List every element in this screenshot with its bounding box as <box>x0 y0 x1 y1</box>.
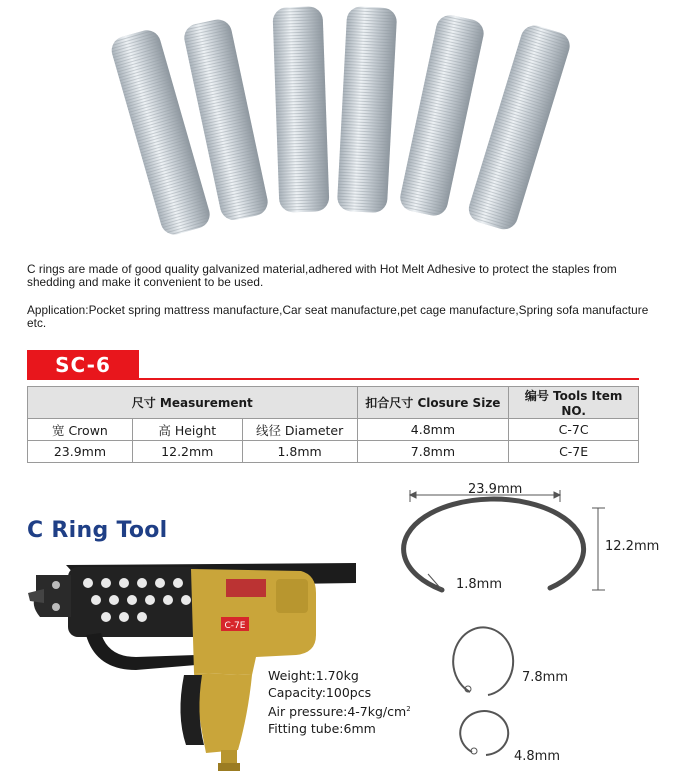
closure-ring-large <box>453 627 513 695</box>
capacity-spec: Capacity:100pcs <box>268 685 372 700</box>
strip-5 <box>398 13 487 219</box>
tools-item-header: 编号 Tools Item NO. <box>509 387 639 419</box>
tool-model-label: C-7E <box>224 621 246 631</box>
measurement-header: 尺寸 Measurement <box>28 387 358 419</box>
crown-label: 宽 Crown <box>28 419 133 441</box>
height-dimension-line <box>592 508 605 590</box>
closure-small-label: 4.8mm <box>514 749 561 764</box>
height-value: 12.2mm <box>132 441 242 463</box>
ring-dimension-diagram <box>400 470 676 776</box>
closure-ring-small <box>460 711 508 755</box>
diameter-label: 线径 Diameter <box>242 419 357 441</box>
tool-item-cell: C-7E <box>509 441 639 463</box>
table-row <box>28 419 639 441</box>
spec-table <box>27 386 639 463</box>
weight-spec: Weight:1.70kg <box>268 668 359 683</box>
fitting-tube-spec: Fitting tube:6mm <box>268 721 376 737</box>
tool-specs <box>268 667 411 737</box>
height-dimension-label: 12.2mm <box>605 539 660 554</box>
spec-table-header-row <box>28 387 639 419</box>
c-ring-tool-image <box>26 545 356 775</box>
closure-large-label: 7.8mm <box>522 670 569 685</box>
diameter-value: 1.8mm <box>242 441 357 463</box>
product-description: C rings are made of good quality galvanized material,adhered with Hot Melt Adhesive to protect the staples from shedding and make it convenient to be used. <box>27 262 617 289</box>
c-ring-strips-photo <box>0 0 676 250</box>
tool-item-cell: C-7C <box>509 419 639 441</box>
application-description: Application:Pocket spring mattress manufacture,Car seat manufacture,pet cage manufacture,Spring sofa manufacture etc. <box>27 303 649 330</box>
closure-size-cell: 7.8mm <box>357 441 509 463</box>
height-label: 高 Height <box>132 419 242 441</box>
diameter-dimension-label: 1.8mm <box>456 577 503 592</box>
crown-value: 23.9mm <box>28 441 133 463</box>
table-row <box>28 441 639 463</box>
closure-size-cell: 4.8mm <box>357 419 509 441</box>
closure-size-header: 扣合尺寸 Closure Size <box>357 387 509 419</box>
strip-6 <box>465 22 573 233</box>
strip-3 <box>272 6 329 213</box>
crown-dimension-label: 23.9mm <box>468 482 523 497</box>
air-pressure-spec: Air $pressure:4-7kg/cm^2$ <box>268 704 411 720</box>
model-divider <box>27 378 639 380</box>
tool-title: C Ring Tool <box>27 518 168 543</box>
model-badge: SC-6 <box>27 350 139 380</box>
strip-4 <box>337 6 398 213</box>
